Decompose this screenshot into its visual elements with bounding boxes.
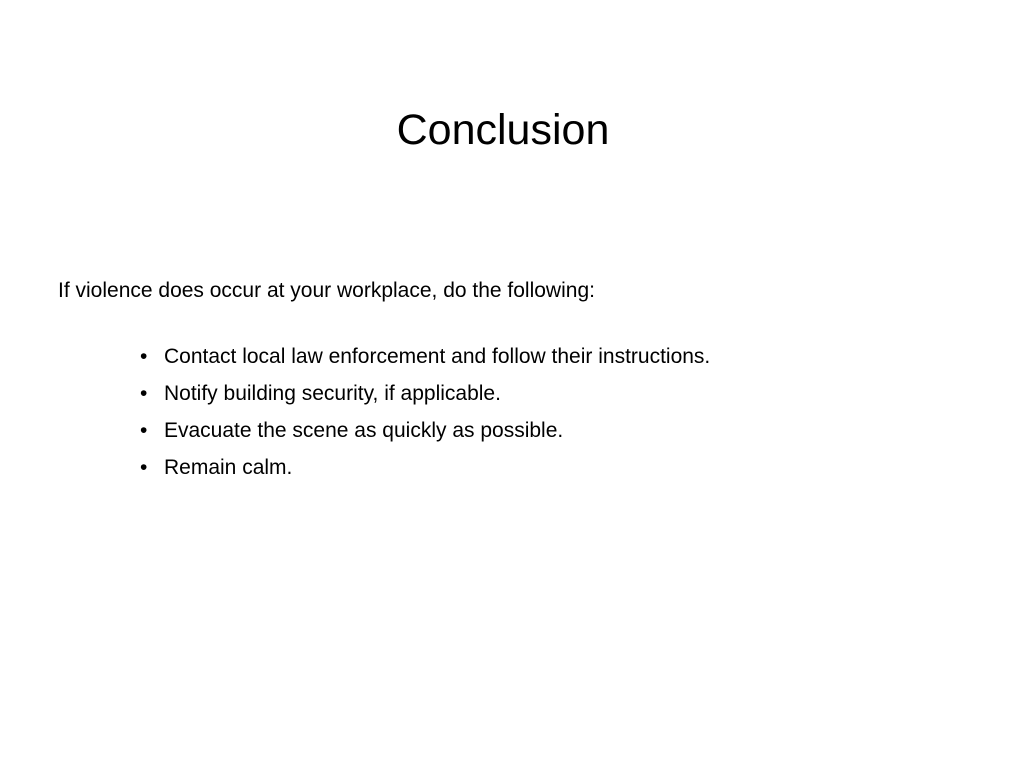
bullet-text: Evacuate the scene as quickly as possible. <box>164 419 564 442</box>
bullet-icon: • <box>140 345 148 368</box>
list-item <box>140 416 710 453</box>
intro-text: If violence does occur at your workplace, do the following: <box>58 279 595 302</box>
list-item <box>140 342 710 379</box>
bullet-icon: • <box>140 419 148 442</box>
list-item <box>140 453 710 490</box>
list-item <box>140 379 710 416</box>
bullet-text: Notify building security, if applicable. <box>164 382 501 405</box>
bullet-icon: • <box>140 456 148 479</box>
bullet-text: Contact local law enforcement and follow their instructions. <box>164 345 711 368</box>
bullet-text: Remain calm. <box>164 456 293 479</box>
slide-title: Conclusion <box>396 106 610 154</box>
bullet-icon: • <box>140 382 148 405</box>
bullet-list <box>140 342 710 490</box>
